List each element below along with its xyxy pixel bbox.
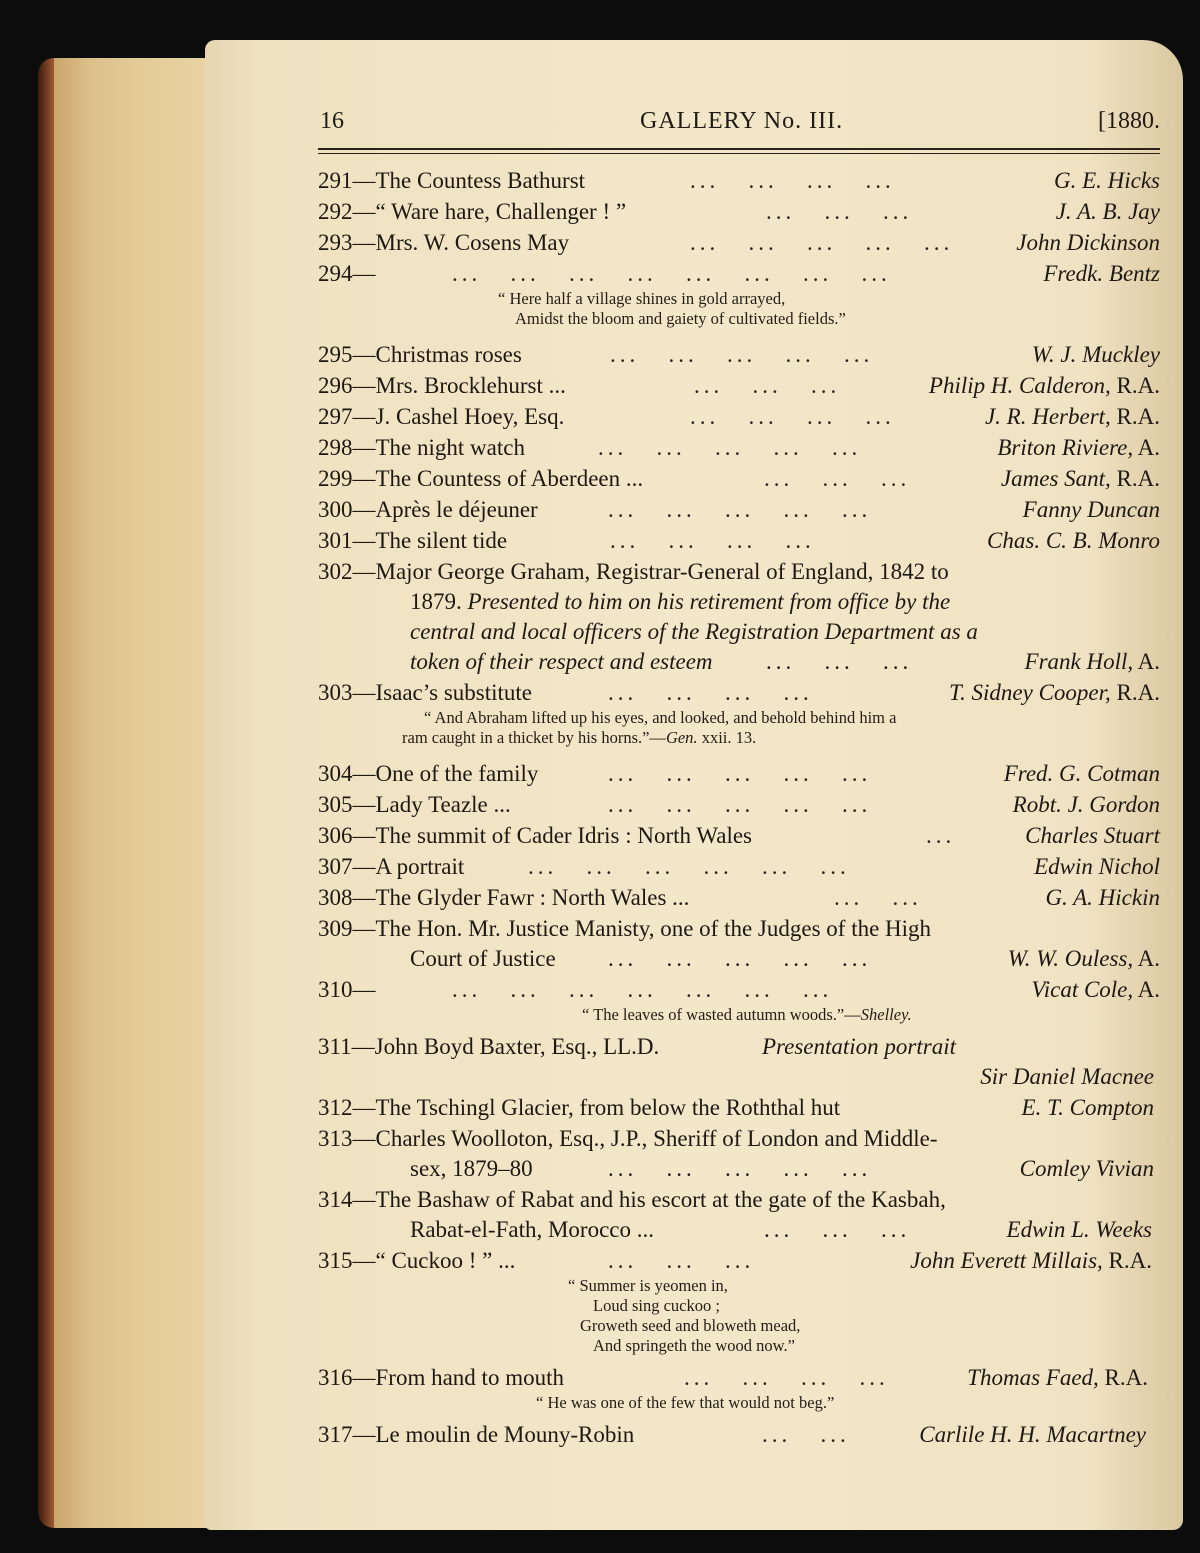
- entry-313: [318, 1123, 1160, 1154]
- entry-quote: ram caught in a thicket by his horns.”—Gen. xxii. 13.: [402, 728, 757, 747]
- entry-301: [318, 525, 1160, 556]
- entry-title: 301—The silent tide: [318, 528, 508, 553]
- entry-quote: Amidst the bloom and gaiety of cultivated fields.”: [515, 309, 846, 328]
- entry-303: [318, 677, 1160, 708]
- entry-artist: E. T. Compton: [1021, 1095, 1154, 1120]
- entry-313-line: sex, 1879–80 ... ... ... ... ... Comley Vivian: [318, 1154, 1160, 1184]
- entry-quote: Groweth seed and bloweth mead,: [580, 1316, 801, 1335]
- entry-artist: Robt. J. Gordon: [1012, 792, 1160, 817]
- entry-295: [318, 339, 1160, 370]
- leader-dots: ... ... ... ... ...: [598, 435, 862, 460]
- page-number: 16: [320, 108, 344, 134]
- entry-title: 298—The night watch: [318, 435, 525, 460]
- entry-artist: Fredk. Bentz: [1043, 261, 1160, 286]
- leader-dots: ... ... ...: [764, 466, 911, 491]
- entry-302-line: central and local officers of the Registration Department as a: [410, 619, 978, 644]
- leader-dots: ... ... ... ...: [690, 168, 895, 193]
- entry-quote: “ Here half a village shines in gold arrayed,: [498, 289, 786, 308]
- entry-294: [318, 258, 1160, 289]
- year: [1880.: [1098, 108, 1160, 134]
- entry-title: 312—The Tschingl Glacier, from below the Roththal hut: [318, 1095, 841, 1120]
- entry-302-line: token of their respect and esteem ... ... ... Frank Holl, A.: [318, 647, 1160, 677]
- entry-artist: Philip H. Calderon, R.A.: [928, 373, 1160, 398]
- entry-314-line: Rabat-el-Fath, Morocco ... ... ... ... Edwin L. Weeks: [318, 1215, 1160, 1245]
- entry-title: 307—A portrait: [318, 854, 465, 879]
- leader-dots: ... ... ... ... ... ... ...: [452, 977, 833, 1002]
- entry-artist: Vicat Cole, A.: [1031, 977, 1160, 1002]
- entry-quote: “ The leaves of wasted autumn woods.”—Shelley.: [582, 1005, 912, 1024]
- entry-309-line: Court of Justice ... ... ... ... ... W. W. Ouless, A.: [318, 944, 1160, 974]
- leader-dots: ... ... ...: [608, 1248, 755, 1273]
- entry-artist: Charles Stuart: [1025, 823, 1160, 848]
- entry-title: 310—: [318, 977, 376, 1002]
- entry-292: [318, 196, 1160, 227]
- leader-dots: ... ... ... ...: [684, 1365, 889, 1390]
- entry-quote: “ And Abraham lifted up his eyes, and looked, and behold behind him a: [424, 708, 897, 727]
- entry-306: [318, 820, 1160, 851]
- entry-title: 317—Le moulin de Mouny-Robin: [318, 1422, 635, 1447]
- entry-artist: Thomas Faed, R.A.: [967, 1365, 1148, 1390]
- catalogue-list: [318, 165, 1160, 1450]
- entry-title: 299—The Countess of Aberdeen ...: [318, 466, 644, 491]
- leader-dots: ... ... ...: [764, 1217, 911, 1242]
- entry-title: 305—Lady Teazle ...: [318, 792, 511, 817]
- entry-artist: Edwin Nichol: [1034, 854, 1160, 879]
- entry-317: [318, 1419, 1160, 1450]
- entry-title: 302—Major George Graham, Registrar-General of England, 1842 to: [318, 559, 949, 584]
- entry-artist: James Sant, R.A.: [1000, 466, 1160, 491]
- entry-297: [318, 401, 1160, 432]
- entry-title: 311—John Boyd Baxter, Esq., LL.D.: [318, 1034, 660, 1059]
- leader-dots: ... ... ...: [694, 373, 841, 398]
- entry-title: 315—“ Cuckoo ! ” ...: [318, 1248, 516, 1273]
- entry-title: 306—The summit of Cader Idris : North Wales: [318, 823, 753, 848]
- entry-311-line: [318, 1062, 1160, 1092]
- leader-dots: ... ... ... ...: [690, 404, 895, 429]
- entry-title: 294—: [318, 261, 376, 286]
- leader-dots: ... ... ... ... ...: [608, 946, 872, 971]
- gallery-title: GALLERY No. III.: [640, 108, 844, 134]
- entry-299: [318, 463, 1160, 494]
- entry-title: 300—Après le déjeuner: [318, 497, 538, 522]
- entry-quote: “ Summer is yeomen in,: [568, 1276, 728, 1295]
- entry-artist: Fanny Duncan: [1022, 497, 1160, 522]
- leader-dots: ...: [926, 823, 956, 848]
- entry-artist: Frank Holl, A.: [1024, 649, 1160, 674]
- entry-309: [318, 913, 1160, 944]
- entry-artist: John Dickinson: [1016, 230, 1160, 255]
- entry-artist: Sir Daniel Macnee: [980, 1064, 1154, 1089]
- entry-quote: Loud sing cuckoo ;: [593, 1296, 720, 1315]
- entry-title: 308—The Glyder Fawr : North Wales ...: [318, 885, 690, 910]
- entry-title: 303—Isaac’s substitute: [318, 680, 532, 705]
- book-page-edges: [38, 58, 213, 1528]
- leader-dots: ... ... ...: [766, 649, 913, 674]
- entry-title: 297—J. Cashel Hoey, Esq.: [318, 404, 565, 429]
- entry-298: [318, 432, 1160, 463]
- entry-artist: Carlile H. H. Macartney: [919, 1422, 1146, 1447]
- entry-artist: W. W. Ouless, A.: [1007, 946, 1160, 971]
- leader-dots: ... ... ... ...: [608, 680, 813, 705]
- entry-title: 292—“ Ware hare, Challenger ! ”: [318, 199, 627, 224]
- entry-artist: John Everett Millais, R.A.: [910, 1248, 1152, 1273]
- entry-300: [318, 494, 1160, 525]
- entry-305: [318, 789, 1160, 820]
- entry-artist: T. Sidney Cooper, R.A.: [948, 680, 1160, 705]
- entry-title: 309—The Hon. Mr. Justice Manisty, one of the Judges of the High: [318, 916, 932, 941]
- entry-title: 293—Mrs. W. Cosens May: [318, 230, 570, 255]
- entry-title: 313—Charles Woolloton, Esq., J.P., Sheriff of London and Middle-: [318, 1126, 938, 1151]
- entry-316: [318, 1362, 1160, 1393]
- entry-title: 314—The Bashaw of Rabat and his escort at the gate of the Kasbah,: [318, 1187, 946, 1212]
- running-head: [320, 108, 1160, 138]
- entry-302-line: 1879. Presented to him on his retirement from office by the: [410, 589, 951, 614]
- header-rule: [318, 148, 1160, 150]
- entry-title: 296—Mrs. Brocklehurst ...: [318, 373, 566, 398]
- entry-title: 291—The Countess Bathurst: [318, 168, 586, 193]
- entry-314: [318, 1184, 1160, 1215]
- entry-312: [318, 1092, 1160, 1123]
- entry-304: [318, 758, 1160, 789]
- entry-artist: Fred. G. Cotman: [1003, 761, 1160, 786]
- entry-title: 295—Christmas roses: [318, 342, 522, 367]
- entry-artist: J. A. B. Jay: [1055, 199, 1160, 224]
- entry-artist: J. R. Herbert, R.A.: [984, 404, 1160, 429]
- entry-315: [318, 1245, 1160, 1276]
- leader-dots: ... ... ... ... ...: [608, 761, 872, 786]
- leader-dots: ... ... ... ... ... ... ... ...: [452, 261, 891, 286]
- entry-quote: “ He was one of the few that would not beg.”: [536, 1393, 835, 1412]
- leader-dots: ... ... ... ... ... ...: [528, 854, 850, 879]
- leader-dots: ... ... ... ...: [610, 528, 815, 553]
- entry-quote: And springeth the wood now.”: [593, 1336, 795, 1355]
- entry-307: [318, 851, 1160, 882]
- header-rule-thin: [318, 153, 1160, 154]
- leader-dots: ... ... ...: [766, 199, 913, 224]
- leader-dots: ... ... ... ... ...: [610, 342, 874, 367]
- entry-293: [318, 227, 1160, 258]
- entry-title: 304—One of the family: [318, 761, 539, 786]
- leader-dots: ... ... ... ... ...: [690, 230, 954, 255]
- entry-artist: G. A. Hickin: [1045, 885, 1160, 910]
- entry-302: [318, 556, 1160, 587]
- leader-dots: ... ... ... ... ...: [608, 792, 872, 817]
- book-spine: [38, 58, 54, 1528]
- entry-310: [318, 974, 1160, 1005]
- entry-artist: Briton Riviere, A.: [997, 435, 1160, 460]
- entry-291: [318, 165, 1160, 196]
- leader-dots: ... ...: [762, 1422, 850, 1447]
- entry-artist: Comley Vivian: [1019, 1156, 1154, 1181]
- leader-dots: ... ... ... ... ...: [608, 1156, 872, 1181]
- leader-dots: ... ...: [834, 885, 922, 910]
- entry-308: [318, 882, 1160, 913]
- entry-artist: W. J. Muckley: [1031, 342, 1160, 367]
- entry-artist: G. E. Hicks: [1053, 168, 1160, 193]
- entry-311: [318, 1031, 1160, 1062]
- entry-296: [318, 370, 1160, 401]
- leader-dots: ... ... ... ... ...: [608, 497, 872, 522]
- entry-artist: Chas. C. B. Monro: [987, 528, 1160, 553]
- entry-title: 316—From hand to mouth: [318, 1365, 564, 1390]
- entry-note: Presentation portrait: [762, 1034, 957, 1059]
- entry-artist: Edwin L. Weeks: [1006, 1217, 1152, 1242]
